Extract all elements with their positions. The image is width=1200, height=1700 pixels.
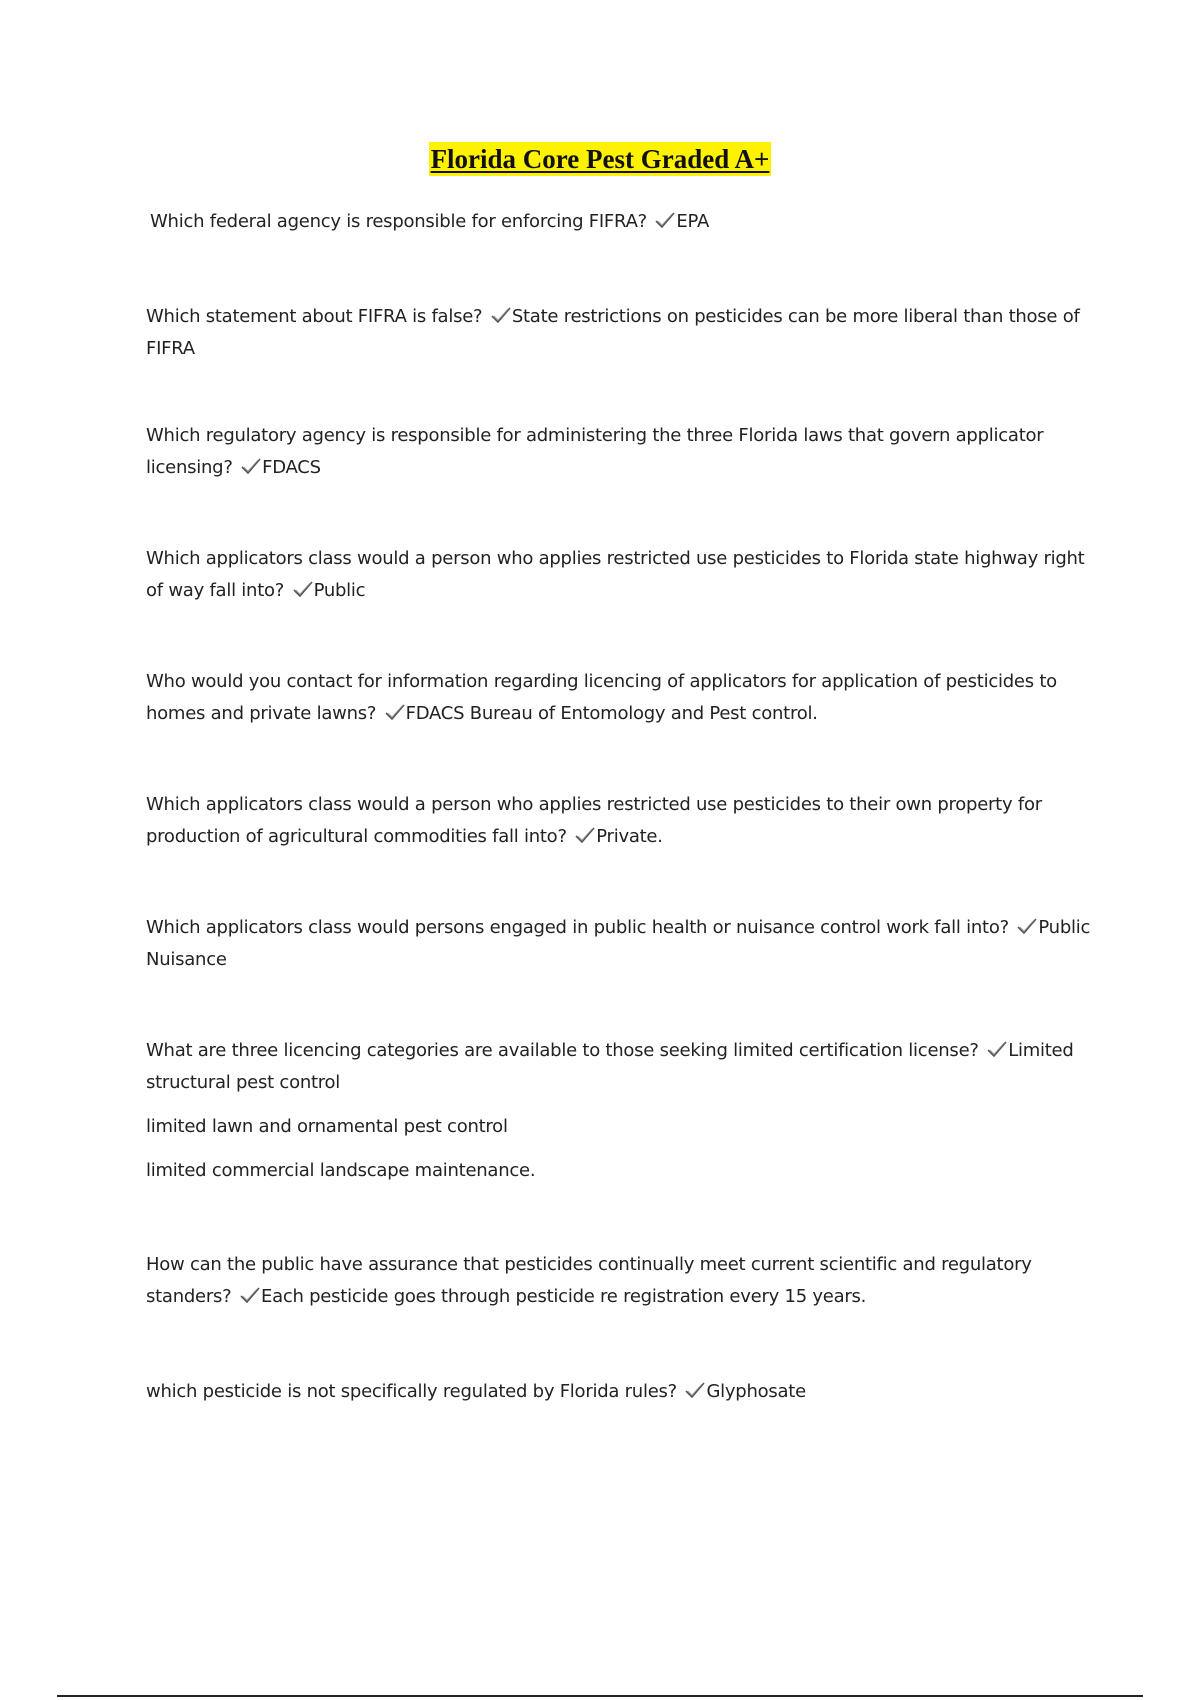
answer-text: EPA — [676, 211, 710, 232]
qa-line — [146, 666, 1096, 730]
qa-line — [146, 912, 1096, 976]
qa-line — [146, 1035, 1096, 1099]
answer-text: Limited structural pest control — [146, 1040, 1074, 1093]
checkmark-icon — [1016, 917, 1038, 935]
checkmark-icon — [292, 580, 314, 598]
answer-text: FDACS — [262, 457, 321, 478]
qa-line — [146, 789, 1096, 853]
qa-item-7 — [146, 912, 1096, 976]
checkmark-icon — [654, 211, 676, 229]
answer-extra-line: limited commercial landscape maintenance. — [146, 1160, 536, 1181]
qa-line — [146, 1376, 1096, 1408]
qa-line — [146, 1249, 1096, 1313]
answer-extra-line: limited lawn and ornamental pest control — [146, 1116, 508, 1137]
checkmark-icon — [239, 1286, 261, 1304]
question-text: Which statement about FIFRA is false? — [146, 306, 483, 327]
qa-item-3 — [146, 420, 1096, 484]
qa-item-8 — [146, 1035, 1096, 1187]
title-container — [0, 142, 1200, 176]
answer-text: Private. — [596, 826, 663, 847]
answer-text: Public — [313, 580, 366, 601]
answer-text: Each pesticide goes through pesticide re registration every 15 years. — [260, 1286, 867, 1307]
checkmark-icon — [684, 1381, 706, 1399]
question-text: Which applicators class would a person who applies restricted use pesticides to Florida state highway right of way fall into? — [146, 548, 1085, 601]
question-text: Which federal agency is responsible for enforcing FIFRA? — [150, 211, 647, 232]
qa-line — [150, 206, 1100, 238]
qa-item-1 — [150, 206, 1100, 238]
qa-item-10 — [146, 1376, 1096, 1408]
question-text: which pesticide is not specifically regulated by Florida rules? — [146, 1381, 677, 1402]
question-text: Which applicators class would a person who applies restricted use pesticides to their own property for production of agricultural commodities fall into? — [146, 794, 1042, 847]
checkmark-icon — [384, 703, 406, 721]
question-text: How can the public have assurance that pesticides continually meet current scientific and regulatory standers? — [146, 1254, 1032, 1307]
checkmark-icon — [986, 1040, 1008, 1058]
answer-text: Glyphosate — [706, 1381, 806, 1402]
qa-item-4 — [146, 543, 1096, 607]
answer-text: State restrictions on pesticides can be more liberal than those of FIFRA — [146, 306, 1080, 359]
answer-text: FDACS Bureau of Entomology and Pest control. — [405, 703, 818, 724]
question-text: Who would you contact for information regarding licencing of applicators for application of pesticides to homes and private lawns? — [146, 671, 1057, 724]
qa-item-6 — [146, 789, 1096, 853]
footer-divider — [57, 1695, 1143, 1697]
checkmark-icon — [240, 457, 262, 475]
question-text: Which applicators class would persons engaged in public health or nuisance control work fall into? — [146, 917, 1009, 938]
qa-line — [146, 301, 1096, 365]
qa-line — [146, 543, 1096, 607]
qa-item-5 — [146, 666, 1096, 730]
question-text: Which regulatory agency is responsible for administering the three Florida laws that govern applicator licensing? — [146, 425, 1044, 478]
checkmark-icon — [490, 306, 512, 324]
checkmark-icon — [574, 826, 596, 844]
qa-item-9 — [146, 1249, 1096, 1313]
question-text: What are three licencing categories are available to those seeking limited certification license? — [146, 1040, 979, 1061]
page-title: Florida Core Pest Graded A+ — [430, 144, 770, 174]
answer-text: Public Nuisance — [146, 917, 1091, 970]
qa-item-2 — [146, 301, 1096, 365]
qa-line — [146, 420, 1096, 484]
